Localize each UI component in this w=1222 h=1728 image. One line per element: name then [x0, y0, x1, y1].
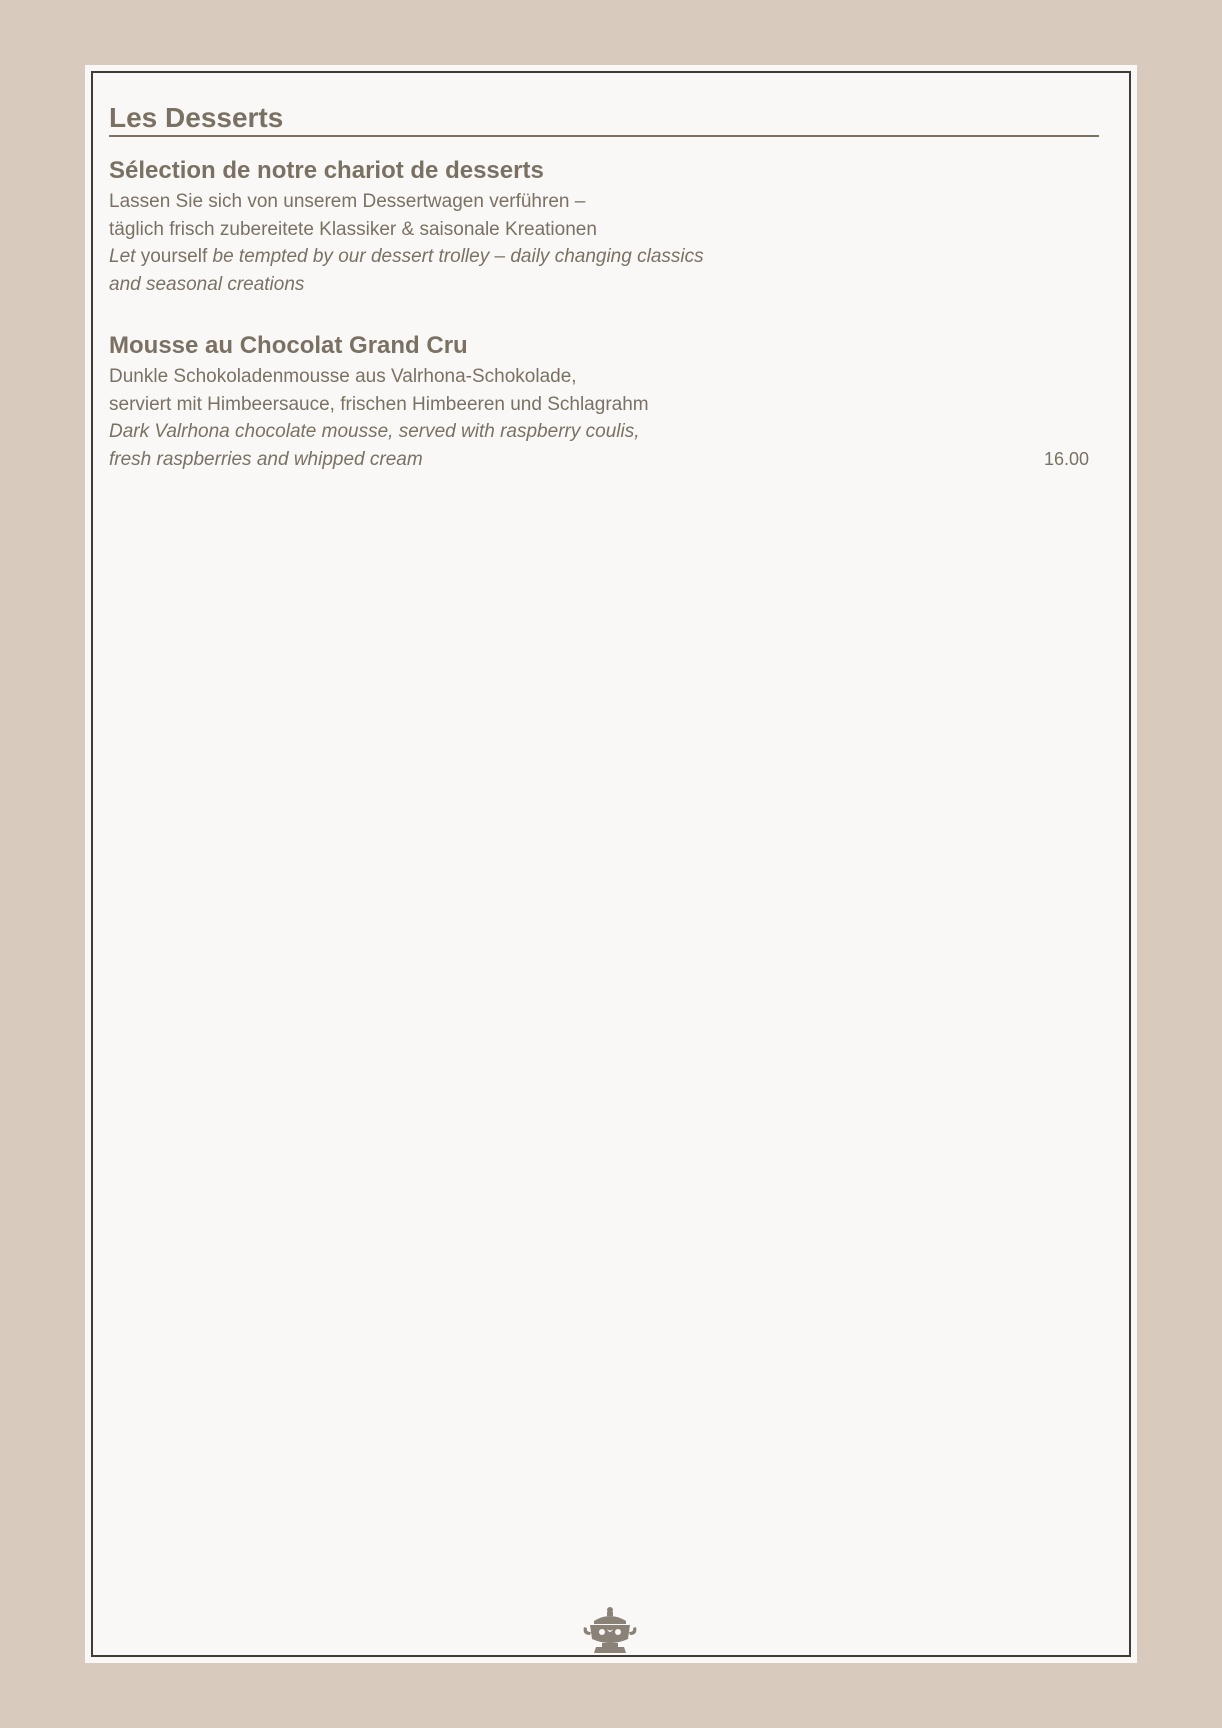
item-description-en-line: Dark Valrhona chocolate mousse, served with raspberry coulis,	[109, 421, 640, 442]
menu-page	[85, 65, 1137, 1663]
item-description-en-part: be tempted by our dessert trolley – daily changing classics	[212, 246, 704, 267]
item-name: Sélection de notre chariot de desserts	[109, 157, 544, 184]
item-description-en-line	[109, 243, 1099, 271]
menu-item-mousse-au-chocolat	[109, 329, 1099, 473]
section-title: Les Desserts	[109, 101, 1099, 137]
item-description-de-line: Lassen Sie sich von unserem Dessertwagen verführen –	[109, 191, 586, 212]
item-description-de-line: Dunkle Schokoladenmousse aus Valrhona-Schokolade,	[109, 366, 577, 387]
menu-item-dessert-trolley	[109, 154, 1099, 298]
item-description-en-line: and seasonal creations	[109, 273, 305, 295]
item-price: 16.00	[1043, 448, 1089, 469]
item-name: Mousse au Chocolat Grand Cru	[109, 332, 468, 359]
item-description-de-line: täglich frisch zubereitete Klassiker & saisonale Kreationen	[109, 218, 597, 240]
ornamental-tureen-emblem-icon	[580, 1605, 640, 1657]
item-description-en-part: Let	[109, 246, 136, 267]
menu-frame	[91, 71, 1131, 1657]
item-description-en-part: yourself	[135, 246, 213, 267]
item-description-en-line: fresh raspberries and whipped cream	[109, 448, 423, 470]
item-description-de-line: serviert mit Himbeersauce, frischen Himbeeren und Schlagrahm	[109, 393, 649, 415]
